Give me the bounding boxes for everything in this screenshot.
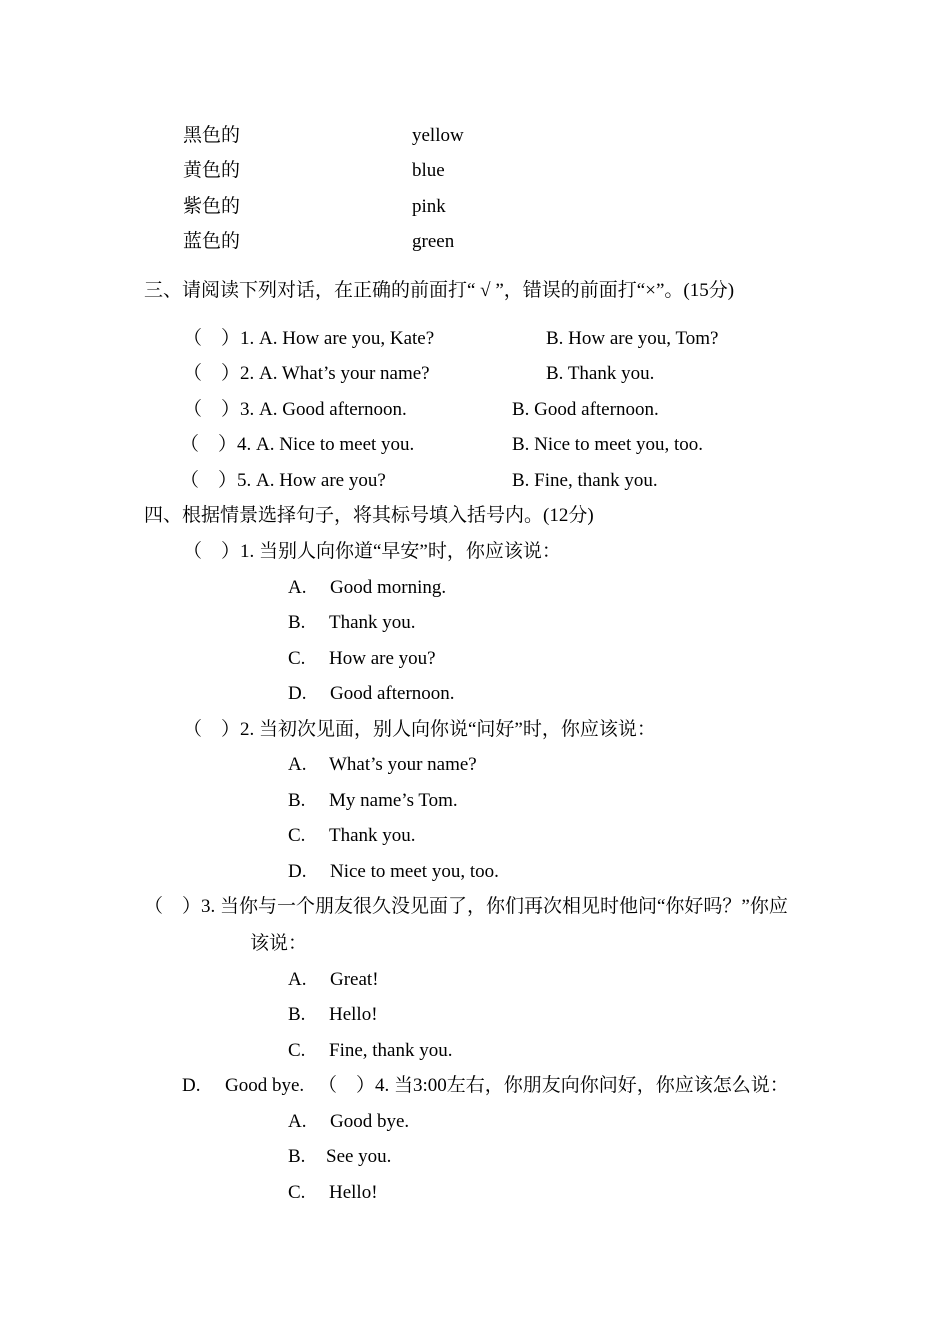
s4-q1-option-b-letter: B. — [288, 612, 306, 633]
s4-q3-stem: （ ）3. 当你与一个朋友很久没见面了，你们再次相见时他问“你好吗？”你应 — [144, 896, 788, 917]
s4-q4-option-b: See you. — [326, 1146, 392, 1167]
s4-q3-option-c: Fine, thank you. — [329, 1040, 453, 1061]
s4-q3-option-c-letter: C. — [288, 1040, 306, 1061]
match-chinese-3: 紫色的 — [183, 196, 241, 217]
match-chinese-2: 黄色的 — [183, 160, 241, 181]
s4-q4-stem: （ ）4. 当3:00左右，你朋友向你问好，你应该怎么说： — [318, 1075, 789, 1096]
s3-item-5-a: （ ）5. A. How are you? — [180, 470, 386, 491]
s4-q2-option-a-letter: A. — [288, 754, 307, 775]
s4-q1-option-d: Good afternoon. — [330, 683, 455, 704]
s3-item-4-b: B. Nice to meet you, too. — [512, 434, 704, 455]
s4-q3-option-b-letter: B. — [288, 1004, 306, 1025]
section3-heading: 三、请阅读下列对话，在正确的前面打“ √ ”，错误的前面打“×”。(15分) — [144, 280, 735, 301]
match-english-1: yellow — [412, 125, 464, 146]
s4-q2-option-c: Thank you. — [329, 825, 416, 846]
match-chinese-4: 蓝色的 — [183, 231, 241, 252]
s4-q4-option-b-letter: B. — [288, 1146, 306, 1167]
s3-item-2-b: B. Thank you. — [546, 363, 655, 384]
s4-q3-option-d-letter: D. — [182, 1075, 201, 1096]
s4-q1-option-c: How are you? — [329, 648, 436, 669]
s4-q1-stem: （ ）1. 当别人向你道“早安”时，你应该说： — [183, 541, 561, 562]
s3-item-3-a: （ ）3. A. Good afternoon. — [183, 399, 407, 420]
s4-q2-option-d: Nice to meet you, too. — [330, 861, 499, 882]
s4-q2-option-b-letter: B. — [288, 790, 306, 811]
s4-q4-option-a: Good bye. — [330, 1111, 410, 1132]
match-english-2: blue — [412, 160, 445, 181]
s4-q4-option-c-letter: C. — [288, 1182, 306, 1203]
s3-item-1-a: （ ）1. A. How are you, Kate? — [183, 328, 435, 349]
s4-q2-option-b: My name’s Tom. — [329, 790, 458, 811]
s4-q3-option-a-letter: A. — [288, 969, 307, 990]
s4-q3-option-a: Great! — [330, 969, 379, 990]
s3-item-2-a: （ ）2. A. What’s your name? — [183, 363, 430, 384]
s4-q3-stem-continued: 该说： — [250, 933, 308, 954]
s4-q3-option-b: Hello! — [329, 1004, 378, 1025]
s4-q4-option-a-letter: A. — [288, 1111, 307, 1132]
s4-q2-option-a: What’s your name? — [329, 754, 477, 775]
section4-heading: 四、根据情景选择句子，将其标号填入括号内。(12分) — [144, 505, 594, 526]
s4-q2-stem: （ ）2. 当初次见面，别人向你说“问好”时，你应该说： — [183, 719, 656, 740]
s4-q1-option-d-letter: D. — [288, 683, 307, 704]
s4-q1-option-a-letter: A. — [288, 577, 307, 598]
s3-item-3-b: B. Good afternoon. — [512, 399, 659, 420]
s4-q1-option-c-letter: C. — [288, 648, 306, 669]
match-english-4: green — [412, 231, 455, 252]
s3-item-5-b: B. Fine, thank you. — [512, 470, 658, 491]
s4-q1-option-b: Thank you. — [329, 612, 416, 633]
match-english-3: pink — [412, 196, 446, 217]
match-chinese-1: 黑色的 — [183, 125, 241, 146]
s4-q3-option-d: Good bye. — [225, 1075, 305, 1096]
s4-q2-option-c-letter: C. — [288, 825, 306, 846]
s3-item-4-a: （ ）4. A. Nice to meet you. — [180, 434, 415, 455]
s3-item-1-b: B. How are you, Tom? — [546, 328, 719, 349]
s4-q2-option-d-letter: D. — [288, 861, 307, 882]
s4-q1-option-a: Good morning. — [330, 577, 447, 598]
s4-q4-option-c: Hello! — [329, 1182, 378, 1203]
